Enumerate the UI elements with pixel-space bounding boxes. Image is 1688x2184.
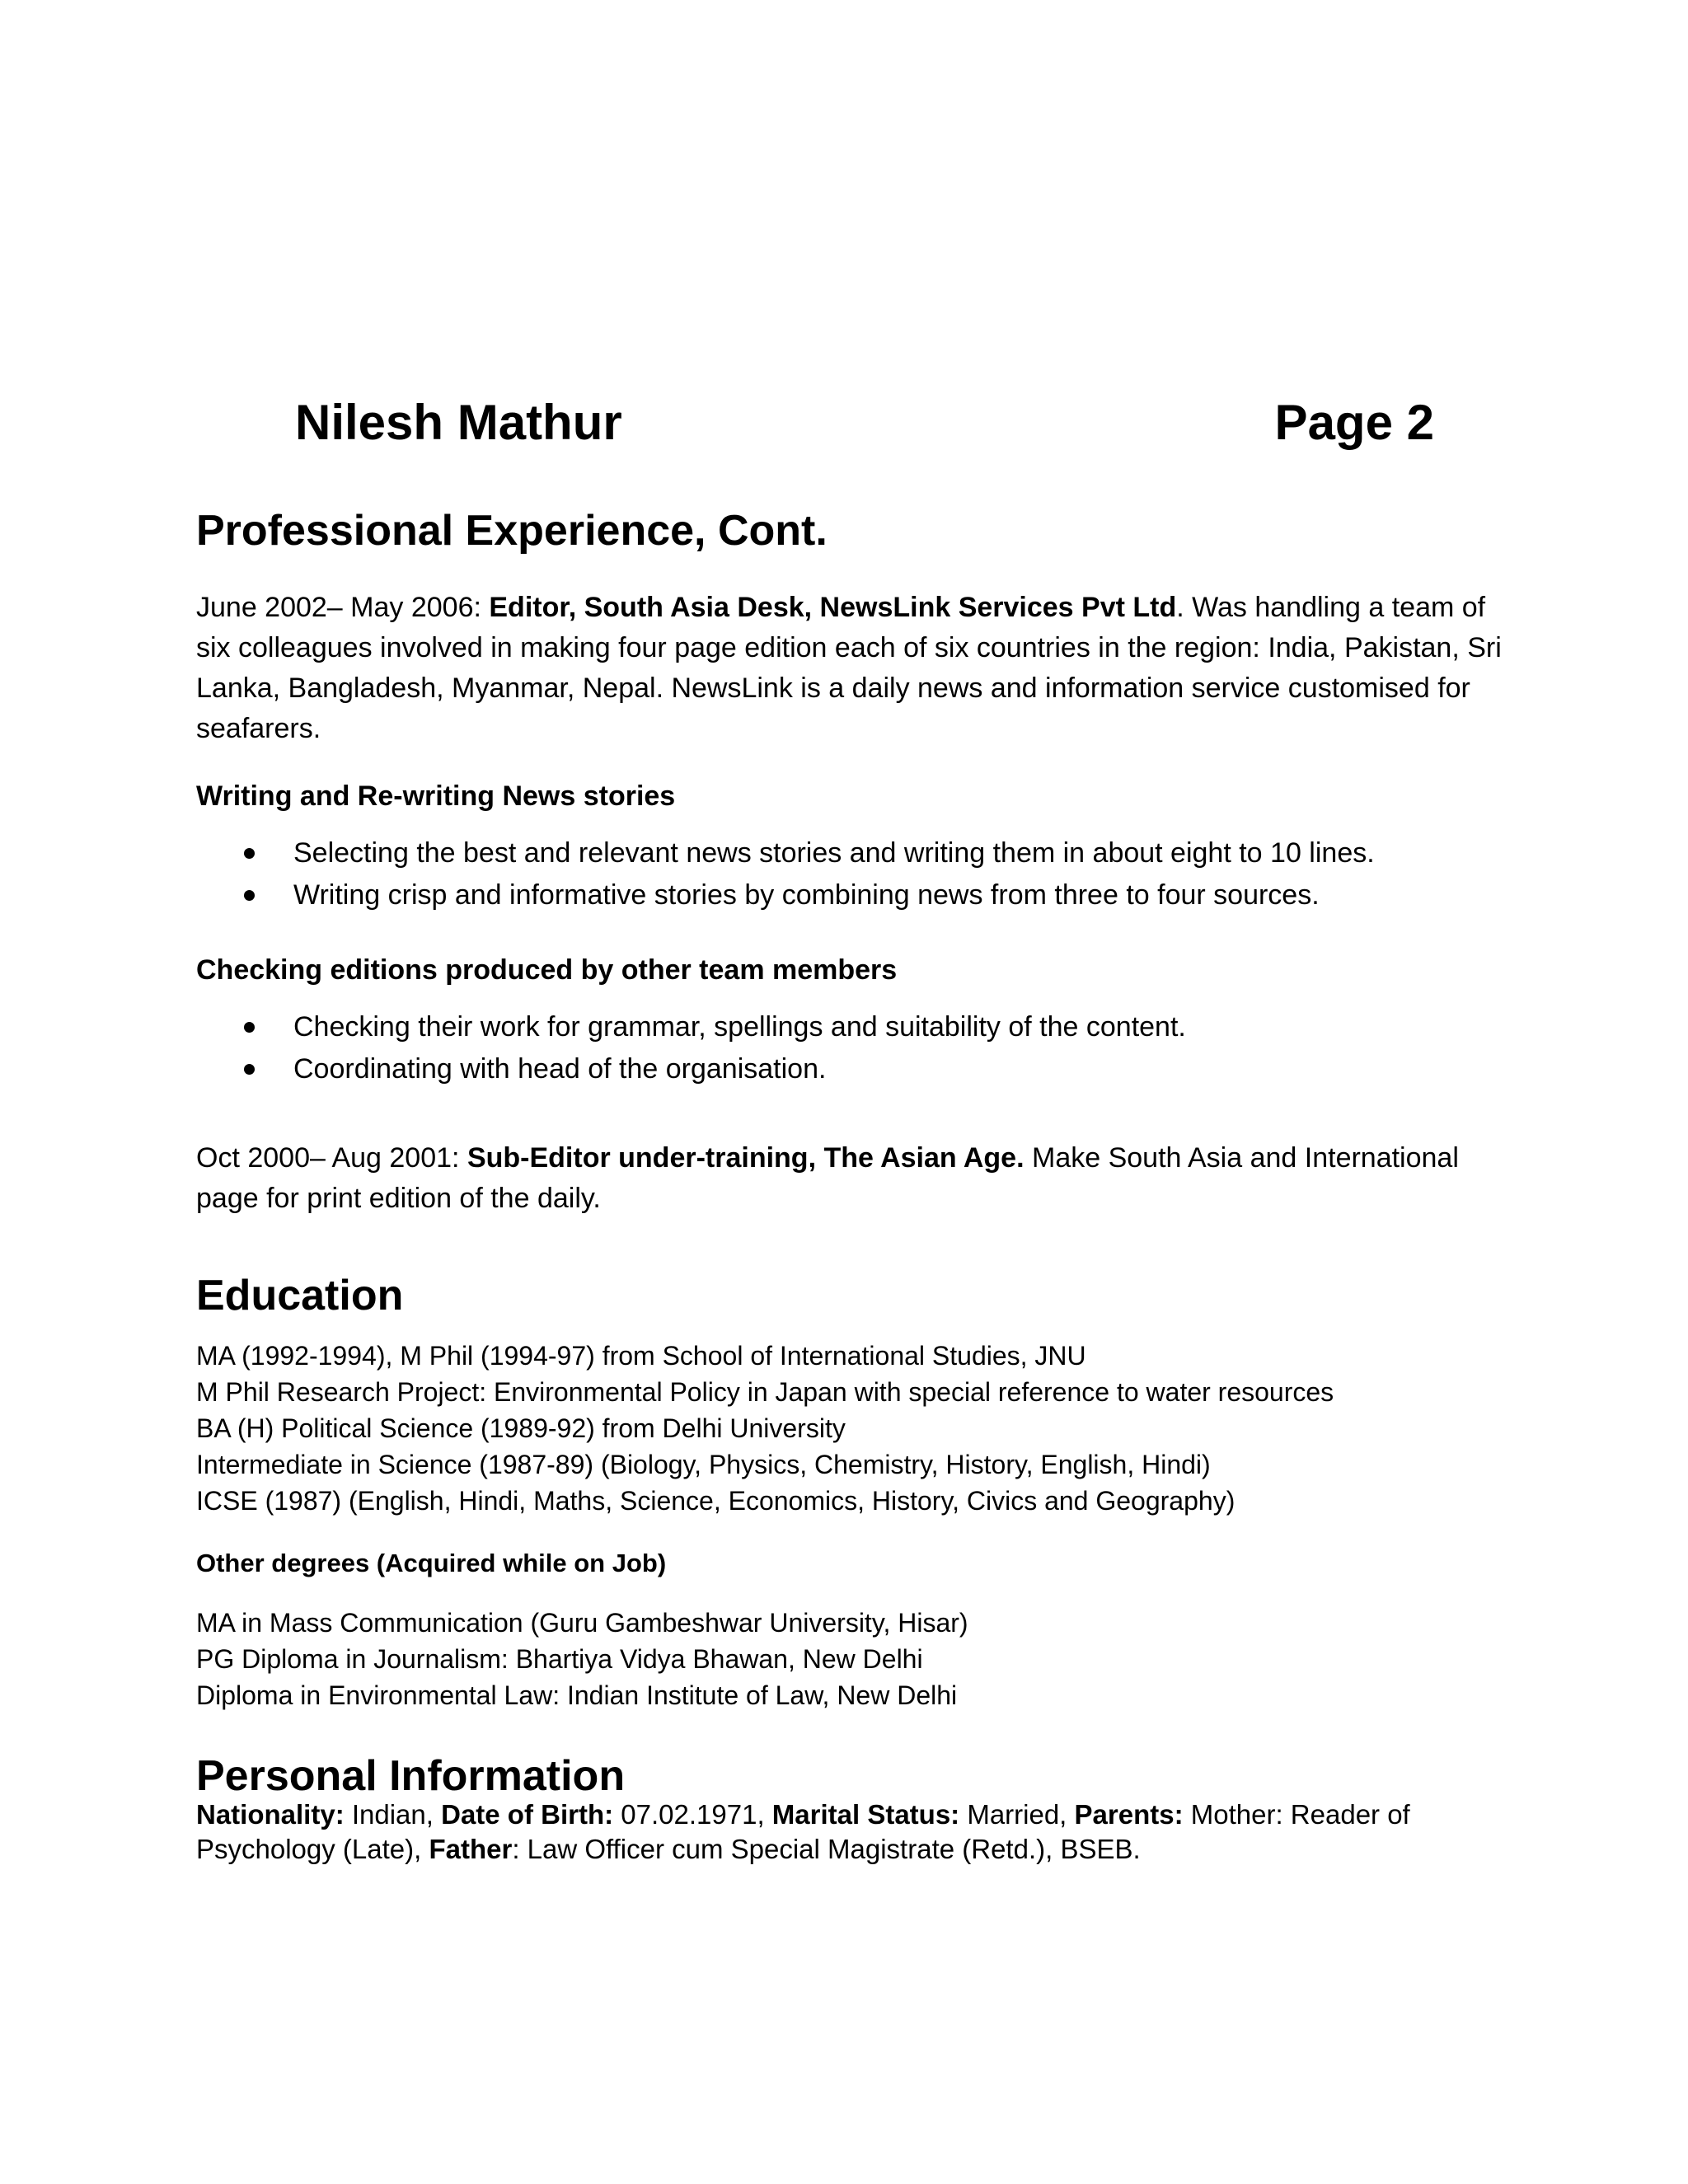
list-item: Writing crisp and informative stories by combining news from three to four sources. — [196, 874, 1515, 916]
job1-group1-list — [196, 832, 1515, 916]
job1-group1-heading: Writing and Re-writing News stories — [196, 780, 676, 812]
personal-section-title: Personal Information — [196, 1752, 626, 1800]
father-label: Father — [429, 1834, 513, 1864]
bullet-icon — [244, 848, 255, 859]
dob-label: Date of Birth: — [441, 1799, 614, 1830]
education-line: MA (1992-1994), M Phil (1994-97) from School of International Studies, JNU — [196, 1341, 1086, 1371]
education-section-title: Education — [196, 1272, 404, 1319]
education-line: M Phil Research Project: Environmental Policy in Japan with special reference to water resources — [196, 1377, 1334, 1407]
list-item: Checking their work for grammar, spellings and suitability of the content. — [196, 1006, 1515, 1048]
list-item: Coordinating with head of the organisation. — [196, 1048, 1515, 1090]
job2-dates: Oct 2000– Aug 2001: — [196, 1142, 467, 1174]
job1-description: . Was handling a team of six colleagues involved in making four page edition each of six countries in the region: India, Pakistan, Sri Lanka, Bangladesh, Myanmar, Nepal. NewsLink is a daily news and information service customised for seafarers. — [196, 592, 1502, 744]
job1-role: Editor, South Asia Desk, NewsLink Services Pvt Ltd — [489, 592, 1177, 623]
nationality-label: Nationality: — [196, 1799, 345, 1830]
education-list — [196, 1338, 1556, 1519]
personal-info-paragraph: Nationality: Indian, Date of Birth: 07.02.1971, Marital Status: Married, Parents: Mother: Reader of Psychology (Late), Father: Law Officer cum Special Magistrate (Retd.), BSEB. — [196, 1799, 1410, 1864]
bullet-icon — [244, 1022, 255, 1033]
education-line: Intermediate in Science (1987-89) (Biology, Physics, Chemistry, History, English, Hindi) — [196, 1450, 1211, 1479]
marital-label: Marital Status: — [771, 1799, 960, 1830]
job2-role: Sub-Editor under-training, The Asian Age. — [467, 1142, 1025, 1174]
parents-label: Parents: — [1074, 1799, 1184, 1830]
list-item: Selecting the best and relevant news stories and writing them in about eight to 10 lines. — [196, 832, 1515, 874]
job2-description: Make South Asia and International page for print edition of the daily. — [196, 1142, 1459, 1214]
other-degrees-heading: Other degrees (Acquired while on Job) — [196, 1549, 667, 1577]
education-line: PG Diploma in Journalism: Bhartiya Vidya Bhawan, New Delhi — [196, 1644, 923, 1674]
job1-group2-heading: Checking editions produced by other team members — [196, 954, 898, 986]
education-line: BA (H) Political Science (1989-92) from Delhi University — [196, 1413, 846, 1443]
education-line: MA in Mass Communication (Guru Gambeshwar University, Hisar) — [196, 1608, 968, 1638]
experience-section-title: Professional Experience, Cont. — [196, 507, 828, 555]
header-page-number: Page 2 — [1274, 395, 1434, 450]
bullet-icon — [244, 890, 255, 901]
bullet-icon — [244, 1064, 255, 1075]
job1-group2-list — [196, 1006, 1515, 1090]
other-degrees-list — [196, 1605, 1556, 1713]
job2-paragraph — [196, 1138, 1515, 1219]
job1-dates: June 2002– May 2006: — [196, 592, 490, 623]
header-name: Nilesh Mathur — [295, 395, 622, 450]
education-line: ICSE (1987) (English, Hindi, Maths, Science, Economics, History, Civics and Geography) — [196, 1486, 1236, 1516]
job1-paragraph — [196, 588, 1515, 749]
education-line: Diploma in Environmental Law: Indian Institute of Law, New Delhi — [196, 1680, 958, 1710]
